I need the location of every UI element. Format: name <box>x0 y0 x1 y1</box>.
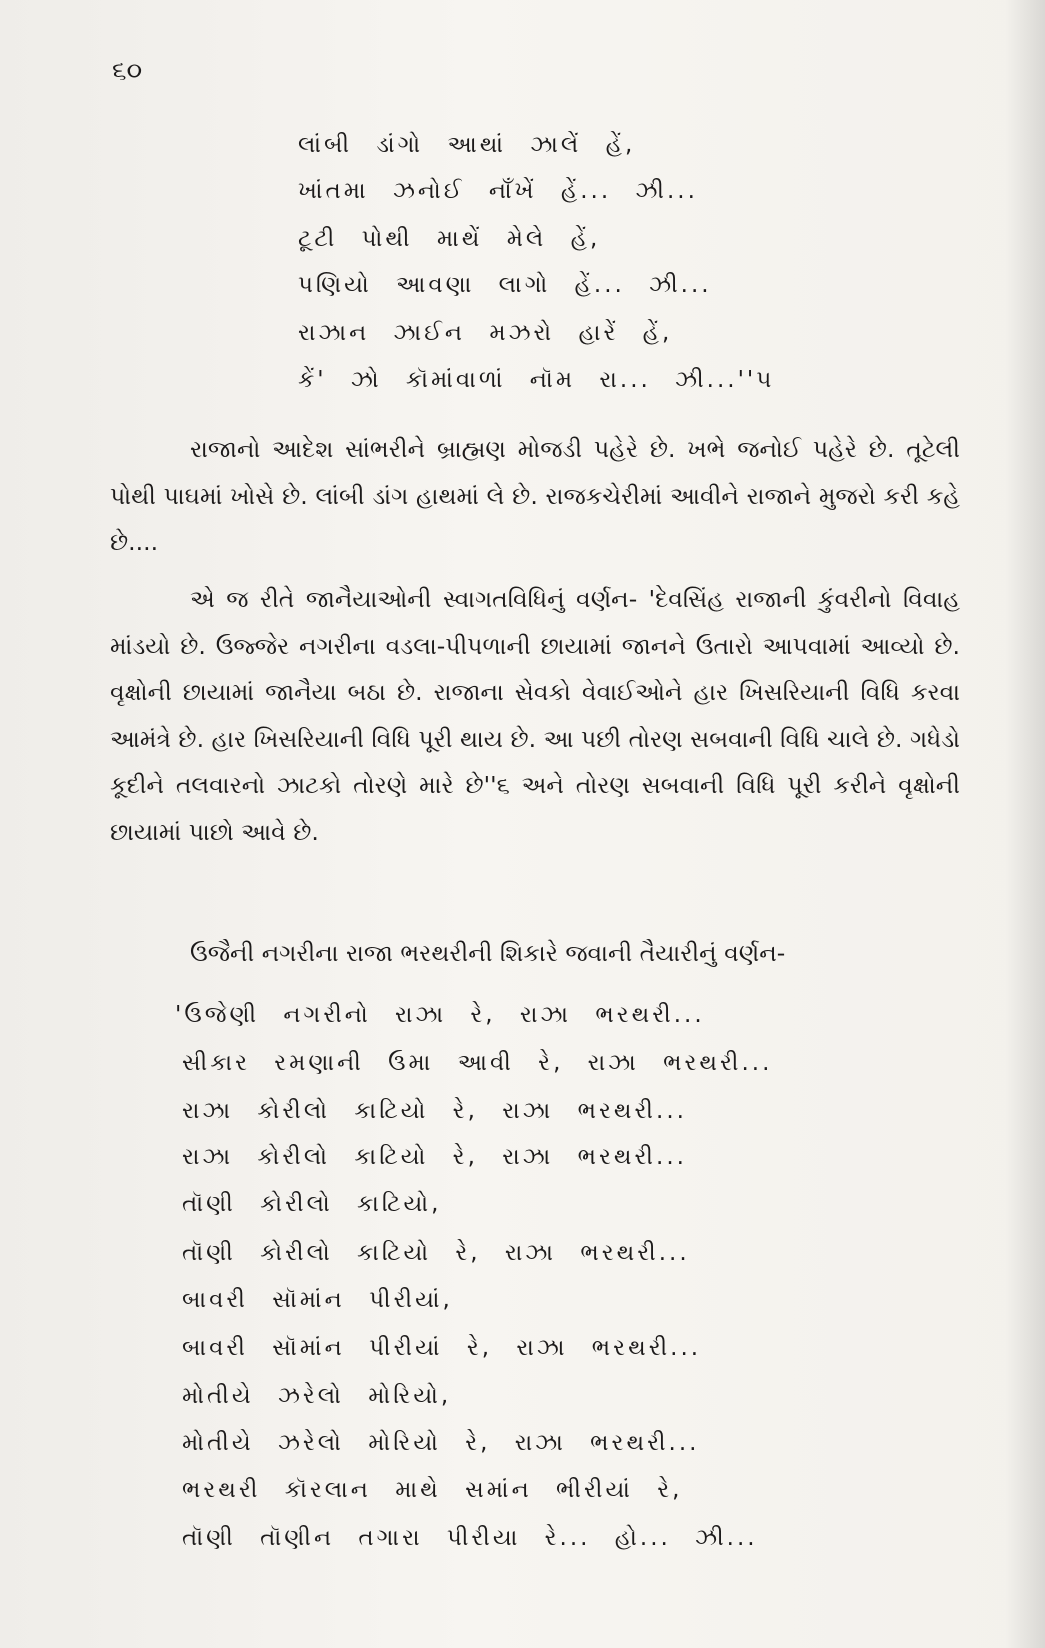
verse-line: ટૂટી પોથી માથેં મેલે હેં, <box>298 226 601 252</box>
verse-line: રાઝાન ઝાઈન મઝરો હારેં હેં, <box>298 320 673 346</box>
verse-line: બાવરી સૉમાંન પીરીયાં રે, રાઝા ભરથરી... <box>182 1335 702 1361</box>
verse-line: કેં' ઝો કૉમાંવાળાં નૉમ રા... ઝી...''૫ <box>298 367 775 393</box>
verse-line: તૉણી તૉણીન તગારા પીરીયા રે... હો... ઝી... <box>182 1525 758 1551</box>
verse-line: બાવરી સૉમાંન પીરીયાં, <box>182 1287 453 1313</box>
verse-line: તૉણી કોરીલો કાટિયો, <box>182 1191 442 1217</box>
verse-line: સીકાર રમણાની ઉમા આવી રે, રાઝા ભરથરી... <box>182 1050 773 1076</box>
verse-line: મોતીયે ઝરેલો મોરિયો રે, રાઝા ભરથરી... <box>182 1430 700 1456</box>
verse-line: ખાંતમા ઝનોઈ નાઁખેં હેં... ઝી... <box>298 178 698 204</box>
verse-line: ભરથરી કૉરલાન માથે સમાંન ભીરીયાં રે, <box>182 1477 683 1503</box>
paragraph: રાજાનો આદેશ સાંભરીને બ્રાહ્મણ મોજડી પહેરે છે. ખભે જનોઈ પહેરે છે. તૂટેલી પોથી પાઘમાં ખોસે છે. લાંબી ડાંગ હાથમાં લે છે. રાજકચેરીમાં આવીને રાજાને મુજરો કરી કહે છે.... <box>110 435 960 556</box>
paragraph: એ જ રીતે જાનૈયાઓની સ્વાગતવિધિનું વર્ણન- 'દેવસિંહ રાજાની કુંવરીનો વિવાહ માંડયો છે. ઉજ્જેર નગરીના વડલા-પીપળાની છાયામાં જાનને ઉતારો આપવામાં આવ્યો છે. વૃક્ષોની છાયામાં જાનૈયા બઠા છે. રાજાના સેવકો વેવાઈઓને હાર ખિસરિયાની વિધિ કરવા આમંત્રે છે. હાર ખિસરિયાની વિધિ પૂરી થાય છે. આ પછી તોરણ સબવાની વિધિ ચાલે છે. ગધેડો કૂદીને તલવારનો ઝાટકો તોરણે મારે છે''૬ અને તોરણ સબવાની વિધિ પૂરી કરીને વૃક્ષોની છાયામાં પાછો આવે છે. <box>110 585 960 846</box>
verse-line: મોતીયે ઝરેલો મોરિયો, <box>182 1383 452 1409</box>
page-number: ૬૦ <box>112 56 143 86</box>
verse-line: પણિયો આવણા લાગો હેં... ઝી... <box>298 272 712 298</box>
verse-line: રાઝા કોરીલો કાટિયો રે, રાઝા ભરથરી... <box>182 1098 687 1124</box>
verse-line: રાઝા કોરીલો કાટિયો રે, રાઝા ભરથરી... <box>182 1144 687 1170</box>
verse-line: લાંબી ડાંગો આથાં ઝાલેં હેં, <box>298 132 636 158</box>
paragraph: ઉજૈની નગરીના રાજા ભરથરીની શિકારે જવાની તૈયારીનું વર્ણન- <box>190 939 786 967</box>
verse-line: 'ઉજેણી નગરીનો રાઝા રે, રાઝા ભરથરી... <box>175 1002 705 1028</box>
page-edge-shadow <box>1005 0 1045 1648</box>
verse-line: તૉણી કોરીલો કાટિયો રે, રાઝા ભરથરી... <box>182 1240 690 1266</box>
